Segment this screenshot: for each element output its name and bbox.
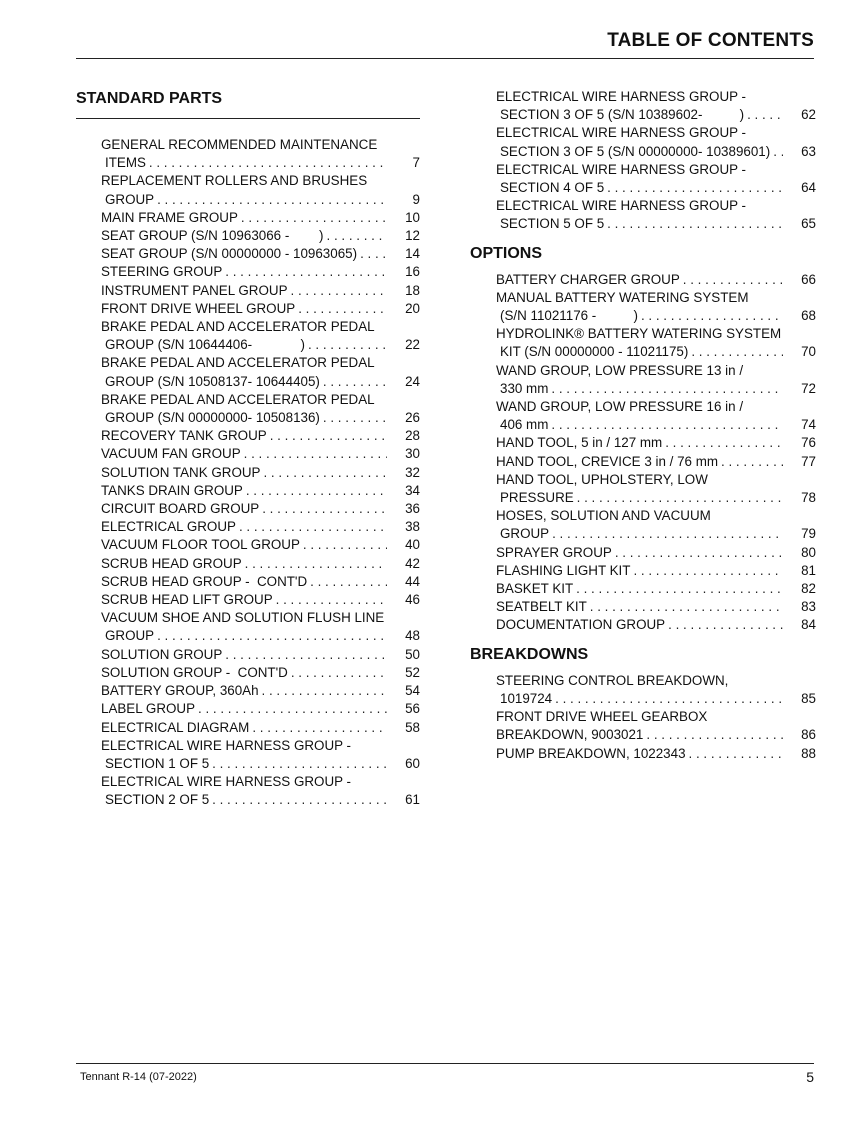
footer-page-number: 5 (806, 1069, 814, 1085)
toc-list-standard-parts-continued (470, 88, 816, 234)
toc-entry-page: 65 (801, 216, 816, 232)
toc-entry-title: BRAKE PEDAL AND ACCELERATOR PEDAL (101, 391, 375, 407)
toc-entry-title: TANKS DRAIN GROUP (101, 482, 243, 498)
dot-leader (615, 544, 783, 562)
toc-entry-page: 18 (405, 282, 420, 298)
toc-entry-title: SECTION 3 OF 5 (S/N 00000000- 10389601) (500, 143, 771, 159)
toc-entry-title: WAND GROUP, LOW PRESSURE 16 in / (496, 399, 744, 415)
toc-entry-page: 40 (405, 537, 420, 553)
dot-leader (212, 755, 387, 773)
toc-entry-page: 64 (801, 180, 816, 196)
toc-entry-title: VACUUM FAN GROUP (101, 446, 241, 462)
dot-leader (270, 427, 387, 445)
toc-entry-page: 56 (405, 701, 420, 717)
toc-entry-page: 36 (405, 501, 420, 517)
toc-entry[interactable] (101, 427, 420, 445)
toc-entry-page: 42 (405, 555, 420, 571)
toc-entry[interactable] (101, 354, 420, 390)
toc-entry-page: 82 (801, 581, 816, 597)
toc-entry[interactable] (101, 136, 420, 172)
toc-entry-page: 61 (405, 792, 420, 808)
toc-entry-page: 78 (801, 490, 816, 506)
dot-leader (262, 500, 387, 518)
dot-leader (552, 525, 783, 543)
toc-entry-page: 30 (405, 446, 420, 462)
toc-entry-title: VACUUM FLOOR TOOL GROUP (101, 537, 300, 553)
toc-entry-title: SECTION 5 OF 5 (500, 216, 605, 232)
toc-entry-title: GROUP (S/N 10644406- ) (105, 337, 305, 353)
toc-entry-title: FLASHING LIGHT KIT (496, 562, 631, 578)
toc-entry-title: BRAKE PEDAL AND ACCELERATOR PEDAL (101, 355, 375, 371)
dot-leader (303, 536, 387, 554)
toc-entry[interactable] (101, 773, 420, 809)
dot-leader (646, 726, 783, 744)
toc-entry-page: 68 (801, 308, 816, 324)
toc-entry-page: 52 (405, 664, 420, 680)
toc-entry-title: GROUP (105, 191, 155, 207)
toc-entry-title: 1019724 (500, 690, 553, 706)
toc-entry-title: HAND TOOL, 5 in / 127 mm (496, 435, 663, 451)
toc-entry-page: 38 (405, 519, 420, 535)
dot-leader (689, 745, 783, 763)
toc-list-standard-parts (76, 136, 420, 810)
toc-entry[interactable] (101, 646, 420, 664)
toc-entry[interactable] (496, 453, 816, 471)
dot-leader (721, 453, 783, 471)
toc-entry[interactable] (101, 227, 420, 245)
toc-entry-title: SOLUTION TANK GROUP (101, 464, 261, 480)
dot-leader (607, 215, 783, 233)
toc-entry-title: SCRUB HEAD GROUP (101, 555, 242, 571)
section-heading-options: OPTIONS (470, 244, 543, 262)
toc-entry-title: INSTRUMENT PANEL GROUP (101, 282, 288, 298)
dot-leader (245, 555, 387, 573)
toc-entry[interactable] (496, 708, 816, 744)
toc-entry[interactable] (496, 580, 816, 598)
toc-entry-title: SCRUB HEAD LIFT GROUP (101, 592, 273, 608)
toc-entry[interactable] (101, 300, 420, 318)
toc-entry[interactable] (496, 507, 816, 543)
toc-entry-title: BRAKE PEDAL AND ACCELERATOR PEDAL (101, 319, 375, 335)
toc-entry-page: 81 (801, 562, 816, 578)
toc-entry-title: REPLACEMENT ROLLERS AND BRUSHES (101, 173, 368, 189)
toc-entry-page: 7 (412, 155, 420, 171)
toc-entry[interactable] (101, 263, 420, 281)
toc-entry[interactable] (101, 664, 420, 682)
toc-entry[interactable] (496, 544, 816, 562)
toc-entry-title: SPRAYER GROUP (496, 544, 612, 560)
toc-entry-title: LABEL GROUP (101, 701, 196, 717)
dot-leader (691, 343, 783, 361)
toc-entry-title: HOSES, SOLUTION AND VACUUM (496, 508, 711, 524)
toc-entry[interactable] (496, 434, 816, 452)
toc-entry-page: 77 (801, 453, 816, 469)
toc-entry-page: 86 (801, 727, 816, 743)
dot-leader (308, 336, 387, 354)
dot-leader (276, 591, 387, 609)
toc-entry-page: 34 (405, 482, 420, 498)
toc-entry-page: 24 (405, 373, 420, 389)
toc-entry-title: GROUP (105, 628, 155, 644)
toc-entry-title: ELECTRICAL WIRE HARNESS GROUP - (496, 161, 747, 177)
toc-entry-title: DOCUMENTATION GROUP (496, 617, 666, 633)
toc-entry[interactable] (101, 609, 420, 645)
left-column (76, 88, 420, 810)
dot-leader (551, 416, 783, 434)
section-heading-breakdowns: BREAKDOWNS (470, 645, 589, 663)
toc-entry-title: VACUUM SHOE AND SOLUTION FLUSH LINE (101, 610, 385, 626)
toc-entry-page: 54 (405, 683, 420, 699)
toc-entry[interactable] (496, 672, 816, 708)
toc-entry-page: 48 (405, 628, 420, 644)
toc-entry[interactable] (496, 325, 816, 361)
header-rule (76, 58, 814, 59)
toc-entry-title: (S/N 11021176 - ) (500, 308, 638, 324)
toc-entry[interactable] (496, 598, 816, 616)
dot-leader (327, 227, 387, 245)
toc-entry-title: ELECTRICAL WIRE HARNESS GROUP - (101, 774, 352, 790)
footer-rule (76, 1063, 814, 1064)
toc-entry-title: SOLUTION GROUP (101, 646, 223, 662)
toc-entry-title: ELECTRICAL WIRE HARNESS GROUP - (496, 89, 747, 104)
toc-entry-title: GENERAL RECOMMENDED MAINTENANCE (101, 137, 378, 152)
toc-entry[interactable] (101, 737, 420, 773)
dot-leader (576, 580, 783, 598)
toc-entry-page: 10 (405, 209, 420, 225)
toc-entry-page: 88 (801, 745, 816, 761)
toc-entry-title: BATTERY CHARGER GROUP (496, 271, 680, 287)
toc-entry-title: GROUP (500, 526, 550, 542)
dot-leader (590, 598, 783, 616)
toc-entry-title: CIRCUIT BOARD GROUP (101, 501, 260, 517)
toc-entry[interactable] (101, 518, 420, 536)
toc-entry-title: SEATBELT KIT (496, 599, 587, 615)
dot-leader (225, 646, 387, 664)
toc-entry-title: BASKET KIT (496, 581, 574, 597)
toc-entry-title: SOLUTION GROUP - CONT'D (101, 664, 288, 680)
dot-leader (149, 154, 387, 172)
toc-entry[interactable] (101, 536, 420, 554)
toc-entry[interactable] (496, 616, 816, 634)
toc-entry[interactable] (496, 398, 816, 434)
toc-entry-title: ELECTRICAL WIRE HARNESS GROUP - (496, 198, 747, 214)
dot-leader (291, 282, 388, 300)
toc-entry-title: WAND GROUP, LOW PRESSURE 13 in / (496, 362, 744, 378)
toc-entry-title: MANUAL BATTERY WATERING SYSTEM (496, 289, 749, 305)
toc-entry[interactable] (101, 464, 420, 482)
toc-entry[interactable] (101, 555, 420, 573)
toc-entry-title: STEERING GROUP (101, 264, 223, 280)
dot-leader (225, 263, 387, 281)
toc-entry[interactable] (101, 700, 420, 718)
toc-entry-title: FRONT DRIVE WHEEL GROUP (101, 300, 296, 316)
toc-entry[interactable] (496, 362, 816, 398)
toc-list-breakdowns (470, 672, 816, 763)
dot-leader (551, 380, 783, 398)
toc-entry-title: HAND TOOL, CREVICE 3 in / 76 mm (496, 453, 718, 469)
dot-leader (555, 690, 783, 708)
dot-leader (665, 434, 783, 452)
toc-entry-title: ELECTRICAL DIAGRAM (101, 719, 250, 735)
toc-entry-page: 85 (801, 690, 816, 706)
toc-entry-page: 44 (405, 573, 420, 589)
toc-entry-title: HAND TOOL, UPHOLSTERY, LOW (496, 471, 708, 487)
toc-entry[interactable] (101, 209, 420, 227)
dot-leader (244, 445, 387, 463)
dot-leader (577, 489, 783, 507)
toc-entry[interactable] (496, 271, 816, 289)
toc-entry-title: STEERING CONTROL BREAKDOWN, (496, 672, 729, 688)
toc-entry-page: 79 (801, 526, 816, 542)
toc-entry-page: 9 (412, 191, 420, 207)
toc-entry-title: RECOVERY TANK GROUP (101, 428, 267, 444)
dot-leader (298, 300, 387, 318)
toc-entry-page: 60 (405, 755, 420, 771)
toc-entry-title: BATTERY GROUP, 360Ah (101, 683, 259, 699)
toc-entry-page: 20 (405, 300, 420, 316)
toc-entry[interactable] (496, 289, 816, 325)
toc-entry[interactable] (496, 88, 816, 124)
toc-entry-page: 28 (405, 428, 420, 444)
dot-leader (310, 573, 387, 591)
toc-entry-title: SEAT GROUP (S/N 00000000 - 10963065) (101, 246, 358, 262)
dot-leader (747, 106, 783, 124)
toc-entry-title: ELECTRICAL GROUP (101, 519, 236, 535)
toc-entry[interactable] (496, 197, 816, 233)
toc-entry-title: 330 mm (500, 380, 549, 396)
dot-leader (291, 664, 387, 682)
toc-entry-title: KIT (S/N 00000000 - 11021175) (500, 344, 689, 360)
dot-leader (360, 245, 387, 263)
dot-leader (683, 271, 783, 289)
toc-entry[interactable] (101, 445, 420, 463)
toc-entry-title: ELECTRICAL WIRE HARNESS GROUP - (101, 737, 352, 753)
toc-entry-page: 63 (801, 143, 816, 159)
toc-entry[interactable] (496, 124, 816, 160)
toc-entry-title: ITEMS (105, 155, 146, 171)
toc-entry-title: ELECTRICAL WIRE HARNESS GROUP - (496, 125, 747, 141)
toc-entry-title: GROUP (S/N 10508137- 10644405) (105, 373, 320, 389)
toc-entry-page: 84 (801, 617, 816, 633)
dot-leader (773, 143, 783, 161)
toc-entry-title: PUMP BREAKDOWN, 1022343 (496, 745, 686, 761)
dot-leader (263, 464, 387, 482)
toc-entry[interactable] (496, 161, 816, 197)
toc-entry-page: 70 (801, 344, 816, 360)
dot-leader (323, 373, 387, 391)
toc-list-options (470, 271, 816, 635)
toc-entry-page: 74 (801, 417, 816, 433)
toc-entry[interactable] (496, 471, 816, 507)
dot-leader (641, 307, 783, 325)
toc-entry[interactable] (101, 682, 420, 700)
toc-entry-page: 22 (405, 337, 420, 353)
toc-entry-title: SCRUB HEAD GROUP - CONT'D (101, 573, 308, 589)
toc-entry-page: 76 (801, 435, 816, 451)
toc-entry[interactable] (101, 573, 420, 591)
toc-entry-title: SECTION 3 OF 5 (S/N 10389602- ) (500, 107, 745, 123)
section-heading-standard-parts: STANDARD PARTS (76, 90, 223, 107)
toc-entry-title: GROUP (S/N 00000000- 10508136) (105, 410, 320, 426)
toc-entry[interactable] (101, 282, 420, 300)
toc-entry-title: SEAT GROUP (S/N 10963066 - ) (101, 228, 324, 244)
dot-leader (607, 179, 783, 197)
toc-entry-title: SECTION 1 OF 5 (105, 755, 210, 771)
dot-leader (239, 518, 387, 536)
toc-entry-page: 80 (801, 544, 816, 560)
toc-entry[interactable] (496, 562, 816, 580)
toc-entry-page: 14 (405, 246, 420, 262)
footer-doc-id: Tennant R-14 (07-2022) (80, 1071, 197, 1083)
toc-entry-page: 26 (405, 410, 420, 426)
toc-entry-page: 46 (405, 592, 420, 608)
toc-entry-title: SECTION 4 OF 5 (500, 180, 605, 196)
dot-leader (212, 791, 387, 809)
dot-leader (323, 409, 387, 427)
toc-entry[interactable] (101, 391, 420, 427)
toc-entry-title: 406 mm (500, 417, 549, 433)
toc-entry-title: PRESSURE (500, 490, 574, 506)
toc-entry-title: SECTION 2 OF 5 (105, 792, 210, 808)
section-rule (76, 118, 420, 119)
toc-entry[interactable] (101, 482, 420, 500)
toc-entry[interactable] (101, 172, 420, 208)
dot-leader (198, 700, 387, 718)
dot-leader (252, 719, 387, 737)
toc-entry[interactable] (101, 500, 420, 518)
toc-entry[interactable] (496, 745, 816, 763)
toc-entry-page: 83 (801, 599, 816, 615)
dot-leader (157, 627, 387, 645)
dot-leader (668, 616, 783, 634)
dot-leader (246, 482, 387, 500)
toc-entry[interactable] (101, 318, 420, 354)
toc-entry-title: MAIN FRAME GROUP (101, 209, 238, 225)
toc-entry-title: BREAKDOWN, 9003021 (496, 727, 644, 743)
dot-leader (157, 191, 387, 209)
toc-entry[interactable] (101, 591, 420, 609)
toc-entry-page: 66 (801, 271, 816, 287)
toc-entry-page: 58 (405, 719, 420, 735)
dot-leader (633, 562, 783, 580)
toc-entry-page: 50 (405, 646, 420, 662)
dot-leader (262, 682, 387, 700)
dot-leader (241, 209, 387, 227)
toc-entry-page: 12 (405, 228, 420, 244)
toc-entry-title: HYDROLINK® BATTERY WATERING SYSTEM (496, 326, 782, 342)
toc-entry[interactable] (101, 245, 420, 263)
toc-entry-page: 62 (801, 107, 816, 123)
toc-entry-page: 72 (801, 380, 816, 396)
page-title: TABLE OF CONTENTS (607, 30, 814, 51)
toc-entry-title: FRONT DRIVE WHEEL GEARBOX (496, 709, 708, 725)
right-column (470, 88, 816, 763)
toc-entry-page: 16 (405, 264, 420, 280)
toc-entry[interactable] (101, 719, 420, 737)
toc-entry-page: 32 (405, 464, 420, 480)
